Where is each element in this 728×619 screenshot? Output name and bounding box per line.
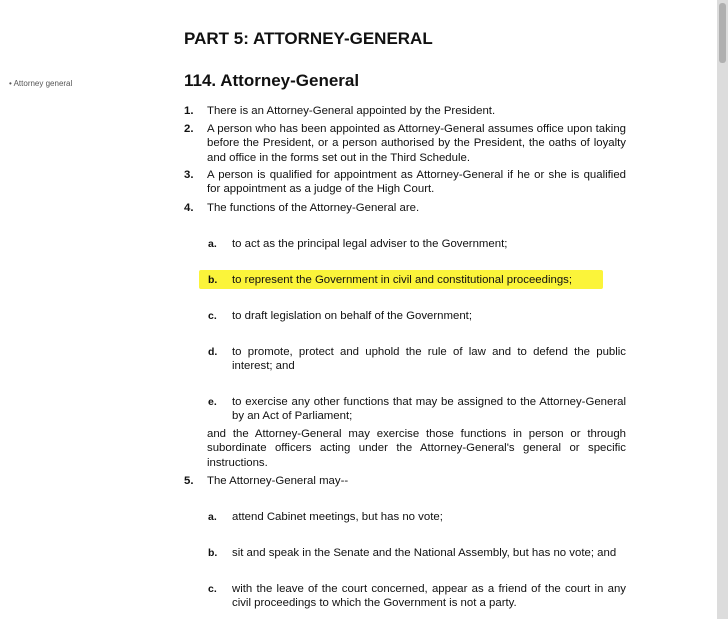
part-title: PART 5: ATTORNEY-GENERAL	[184, 29, 433, 48]
subitem-letter: d.	[208, 346, 218, 358]
item-number: 4.	[184, 202, 194, 214]
subitem-text: to act as the principal legal adviser to the Government;	[232, 238, 508, 250]
subitem-text: to draft legislation on behalf of the Government;	[232, 310, 472, 322]
item-text: The functions of the Attorney-General are.	[207, 202, 420, 214]
item-number: 1.	[184, 105, 194, 117]
item-number: 5.	[184, 475, 194, 487]
margin-note-attorney-general[interactable]: • Attorney general	[9, 79, 73, 88]
item-text: The Attorney-General may--	[207, 475, 349, 487]
item-text: A person is qualified for appointment as Attorney-General if he or she is qualified for appointment as a judge of the High Court.	[207, 169, 626, 196]
subitem-letter: c.	[208, 310, 217, 322]
subitem-text-highlighted: to represent the Government in civil and constitutional proceedings;	[232, 274, 573, 286]
subitem-letter: b.	[208, 547, 218, 559]
subitem-letter: a.	[208, 511, 217, 523]
subitem-text: to promote, protect and uphold the rule of law and to defend the public interest; and	[232, 346, 626, 373]
subitem-text: sit and speak in the Senate and the National Assembly, but has no vote; and	[232, 547, 617, 559]
scrollbar-thumb[interactable]	[719, 3, 726, 63]
subitem-letter: c.	[208, 583, 217, 595]
section-title: 114. Attorney-General	[184, 71, 360, 90]
item-text: A person who has been appointed as Attorney-General assumes office upon taking before the President, or a person authorised by the President, the oaths of loyalty and office in the forms set out in the Third Schedule.	[207, 123, 626, 164]
item-number: 2.	[184, 123, 194, 135]
vertical-scrollbar[interactable]	[717, 0, 728, 619]
functions-continuation: and the Attorney-General may exercise those functions in person or through subordinate officers acting under the Attorney-General's general or specific instructions.	[207, 428, 626, 469]
subitem-letter: e.	[208, 396, 217, 408]
item-text: There is an Attorney-General appointed by the President.	[207, 105, 496, 117]
subitem-letter: a.	[208, 238, 217, 250]
item-number: 3.	[184, 169, 194, 181]
subitem-text: attend Cabinet meetings, but has no vote;	[232, 511, 443, 523]
subitem-letter: b.	[208, 274, 218, 286]
subitem-text: to exercise any other functions that may be assigned to the Attorney-General by an Act of Parliament;	[232, 396, 626, 423]
subitem-text: with the leave of the court concerned, appear as a friend of the court in any civil proceedings to which the Government is not a party.	[232, 583, 626, 610]
